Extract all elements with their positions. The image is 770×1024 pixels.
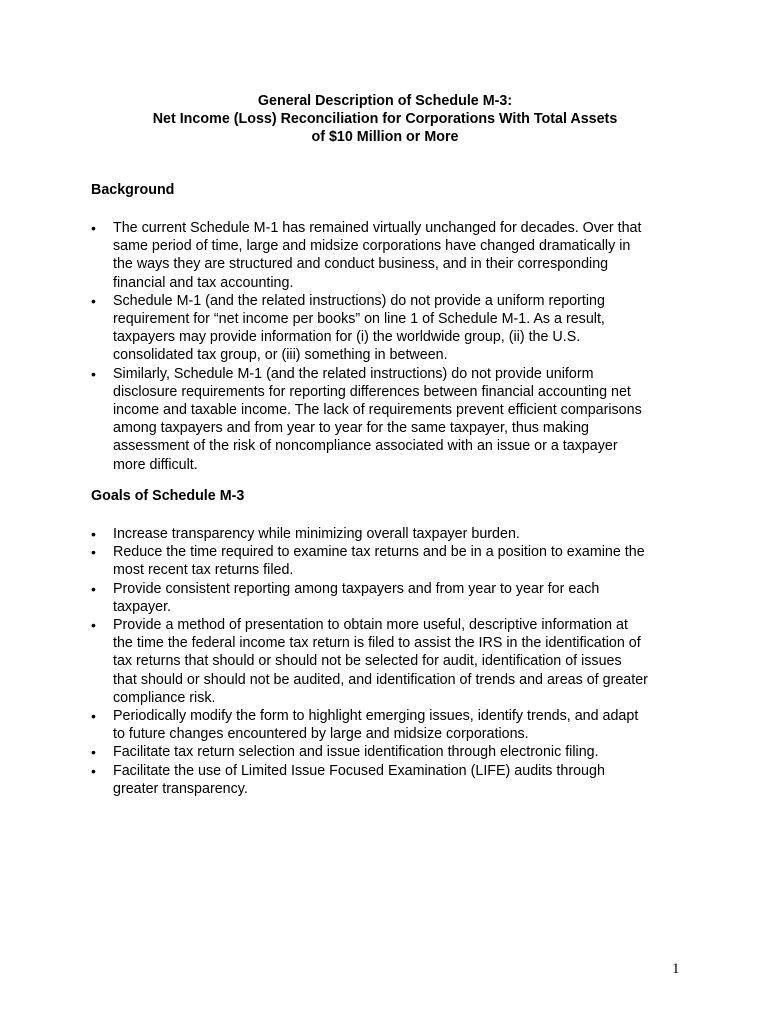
bullet-icon: • (91, 365, 96, 382)
bullet-text-line: the ways they are structured and conduct business, and in their corresponding (113, 256, 609, 273)
page-number: 1 (672, 961, 680, 977)
title-line-3: of $10 Million or More (311, 129, 459, 145)
bullet-text-line: that should or should not be audited, and identification of trends and areas of greater (113, 671, 648, 688)
bullet-icon: • (91, 580, 96, 597)
bullet-text-line: disclosure requirements for reporting differences between financial accounting net (113, 383, 631, 400)
list-item (91, 762, 691, 798)
bullet-icon: • (91, 762, 96, 779)
bullet-text-line: most recent tax returns filed. (113, 562, 294, 579)
bullet-text-line: taxpayers may provide information for (i) the worldwide group, (ii) the U.S. (113, 329, 581, 346)
bullet-text-line: greater transparency. (113, 780, 248, 797)
bullet-text-line: Reduce the time required to examine tax returns and be in a position to examine the (113, 544, 645, 561)
bullet-text-line: taxpayer. (113, 598, 172, 615)
bullet-icon: • (91, 544, 96, 561)
bullet-text-line: Increase transparency while minimizing overall taxpayer burden. (113, 526, 520, 542)
list-item (91, 525, 691, 543)
list-item (91, 365, 691, 474)
title-line-1: General Description of Schedule M-3: (257, 93, 513, 109)
bullet-icon: • (91, 708, 96, 725)
list-item (91, 543, 691, 579)
background-bullet-list (91, 219, 691, 474)
background-heading: Background (91, 182, 175, 198)
list-item (91, 743, 691, 761)
bullet-text-line: Facilitate the use of Limited Issue Focused Examination (LIFE) audits through (113, 762, 605, 779)
list-item (91, 707, 691, 743)
list-item (91, 616, 691, 707)
bullet-text-line: Provide a method of presentation to obtain more useful, descriptive information at (113, 617, 628, 634)
bullet-icon: • (91, 220, 96, 236)
bullet-text-line: income and taxable income. The lack of requirements prevent efficient comparisons (113, 402, 642, 419)
goals-heading: Goals of Schedule M-3 (91, 488, 245, 504)
bullet-text-line: more difficult. (113, 456, 198, 473)
bullet-text-line: compliance risk. (113, 689, 216, 706)
bullet-text-line: Facilitate tax return selection and issue identification through electronic filing. (113, 744, 599, 761)
bullet-icon: • (91, 526, 96, 542)
bullet-text-line: the time the federal income tax return is filed to assist the IRS in the identification of (113, 635, 641, 652)
bullet-text-line: requirement for “net income per books” on line 1 of Schedule M-1. As a result, (113, 311, 605, 328)
list-item (91, 292, 691, 365)
bullet-text-line: same period of time, large and midsize corporations have changed dramatically in (113, 238, 631, 255)
bullet-text-line: Periodically modify the form to highlight emerging issues, identify trends, and adapt (113, 708, 639, 725)
bullet-text-line: to future changes encountered by large and midsize corporations. (113, 726, 529, 743)
bullet-text-line: consolidated tax group, or (iii) something in between. (113, 347, 448, 364)
bullet-icon: • (91, 617, 96, 634)
title-line-2: Net Income (Loss) Reconciliation for Corporations With Total Assets (152, 111, 618, 127)
bullet-text-line: The current Schedule M-1 has remained virtually unchanged for decades. Over that (113, 220, 642, 236)
document-title (0, 92, 770, 146)
bullet-text-line: Similarly, Schedule M-1 (and the related instructions) do not provide uniform (113, 365, 594, 382)
bullet-icon: • (91, 744, 96, 761)
bullet-text-line: assessment of the risk of noncompliance associated with an issue or a taxpayer (113, 438, 618, 455)
bullet-text-line: Provide consistent reporting among taxpayers and from year to year for each (113, 580, 600, 597)
bullet-text-line: tax returns that should or should not be selected for audit, identification of issues (113, 653, 622, 670)
goals-bullet-list (91, 525, 691, 798)
bullet-text-line: Schedule M-1 (and the related instructions) do not provide a uniform reporting (113, 292, 605, 309)
bullet-text-line: among taxpayers and from year to year for the same taxpayer, thus making (113, 420, 590, 437)
bullet-icon: • (91, 292, 96, 309)
bullet-text-line: financial and tax accounting. (113, 274, 294, 291)
list-item (91, 580, 691, 616)
list-item (91, 219, 691, 292)
